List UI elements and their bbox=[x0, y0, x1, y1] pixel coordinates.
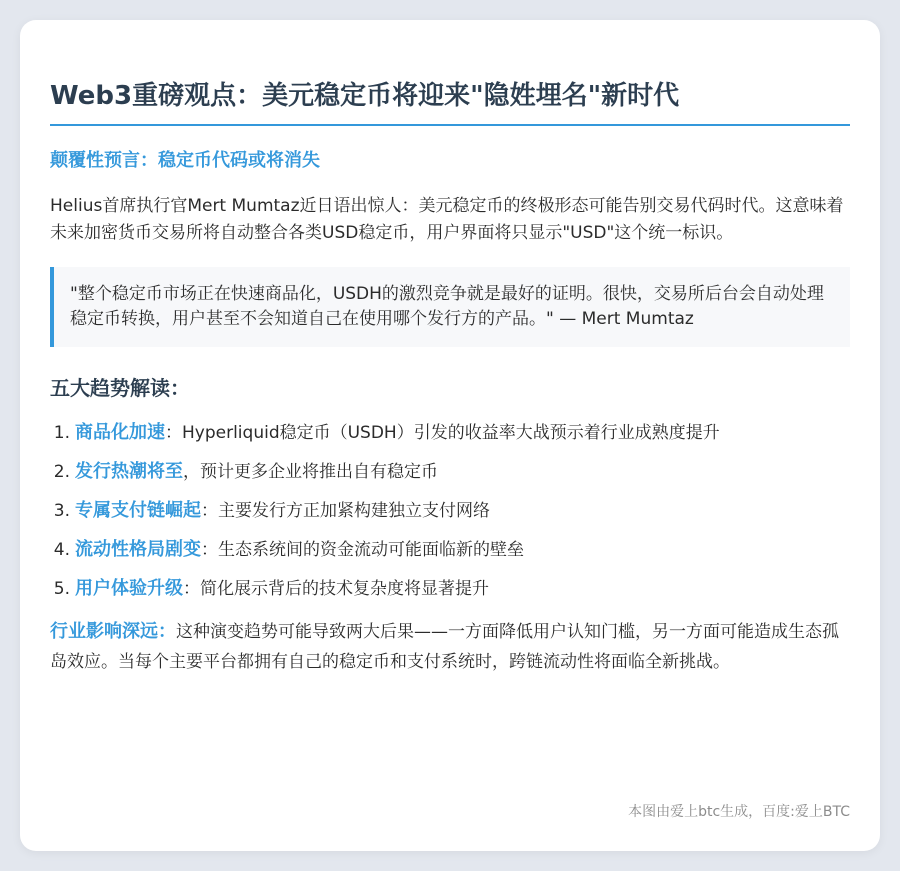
trend-heading: 发行热潮将至 bbox=[75, 461, 183, 482]
trend-heading: 商品化加速 bbox=[75, 422, 165, 443]
footer-credit: 本图由爱上btc生成，百度:爱上BTC bbox=[628, 804, 850, 820]
trend-number: 5. bbox=[53, 579, 70, 599]
trend-number: 3. bbox=[53, 501, 70, 521]
intro-paragraph: Helius首席执行官Mert Mumtaz近日语出惊人：美元稳定币的终极形态可能告别交易代码时代。这意味着未来加密货币交易所将自动整合各类USD稳定币，用户界面将只显示"USD"这个统一标识。 bbox=[50, 196, 844, 243]
trend-number: 2. bbox=[53, 462, 70, 482]
trend-heading: 流动性格局剧变 bbox=[75, 539, 201, 560]
trend-number: 1. bbox=[53, 423, 70, 443]
trends-title: 五大趋势解读： bbox=[50, 376, 190, 400]
trend-text: ：Hyperliquid稳定币（USDH）引发的收益率大战预示着行业成熟度提升 bbox=[165, 423, 720, 443]
trend-text: ：主要发行方正加紧构建独立支付网络 bbox=[201, 501, 490, 521]
article-card bbox=[20, 20, 880, 851]
trend-item bbox=[50, 576, 850, 615]
trend-number: 4. bbox=[53, 540, 70, 560]
impact-paragraph bbox=[50, 617, 850, 677]
quote-block: "整个稳定币市场正在快速商品化，USDH的激烈竞争就是最好的证明。很快，交易所后台会自动处理稳定币转换，用户甚至不会知道自己在使用哪个发行方的产品。" — Mert Mumtaz bbox=[50, 267, 850, 347]
trend-item bbox=[50, 420, 850, 459]
trend-heading: 用户体验升级 bbox=[75, 578, 183, 599]
article-title: Web3重磅观点：美元稳定币将迎来"隐姓埋名"新时代 bbox=[50, 78, 850, 126]
trend-list bbox=[50, 420, 850, 615]
trend-text: ：简化展示背后的技术复杂度将显著提升 bbox=[183, 579, 489, 599]
impact-text: 这种演变趋势可能导致两大后果——一方面降低用户认知门槛，另一方面可能造成生态孤岛效应。当每个主要平台都拥有自己的稳定币和支付系统时，跨链流动性将面临全新挑战。 bbox=[50, 622, 839, 672]
trend-item bbox=[50, 459, 850, 498]
trend-item bbox=[50, 537, 850, 576]
impact-heading: 行业影响深远： bbox=[50, 621, 176, 642]
trend-text: ：生态系统间的资金流动可能面临新的壁垒 bbox=[201, 540, 524, 560]
trend-text: ，预计更多企业将推出自有稳定币 bbox=[183, 462, 438, 482]
article-subtitle: 颠覆性预言：稳定币代码或将消失 bbox=[50, 150, 320, 171]
trend-item bbox=[50, 498, 850, 537]
trend-heading: 专属支付链崛起 bbox=[75, 500, 201, 521]
